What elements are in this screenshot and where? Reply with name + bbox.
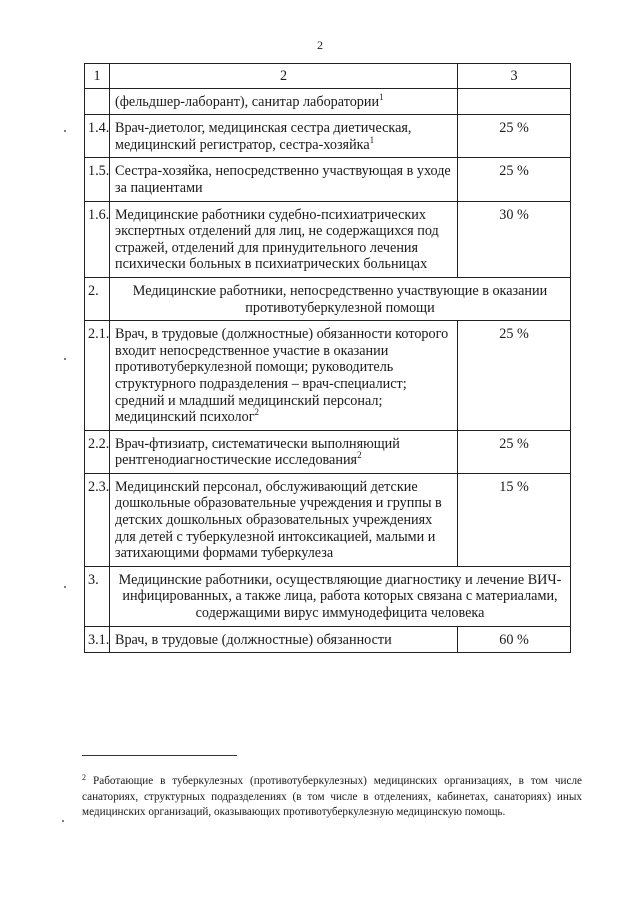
row-description-text: (фельдшер-лаборант), санитар лаборатории: [115, 93, 380, 110]
allowance-percent: 25 %: [458, 115, 571, 158]
table-row: [85, 88, 571, 115]
footnote-reference: 2: [254, 407, 260, 418]
scan-speck: [64, 586, 66, 588]
page-number: 2: [317, 38, 323, 52]
row-description-text: Медицинские работники судебно-психиатрических экспертных отделений для лиц, не содержащихся под стражей, отделений для принудительного лечения психически больных в психиатрических больницах: [115, 206, 439, 273]
footnote-reference: 1: [379, 91, 384, 102]
footnote-reference: 1: [369, 134, 375, 145]
allowance-percent: 15 %: [458, 473, 571, 566]
table-row: [85, 626, 571, 653]
row-number: 3.1.: [85, 626, 110, 653]
section-heading: Медицинские работники, непосредственно участвующие в оказании противотуберкулезной помощи: [110, 277, 571, 320]
row-number: 2.3.: [85, 473, 110, 566]
allowance-percent: 25 %: [458, 321, 571, 431]
column-header-3: 3: [458, 64, 571, 89]
table-row: [85, 473, 571, 566]
footnote-separator: [82, 755, 237, 756]
table-row: [85, 430, 571, 473]
scan-speck: [64, 130, 66, 132]
row-description: [110, 430, 458, 473]
allowance-table: [84, 63, 571, 653]
row-description: [110, 473, 458, 566]
row-description: [110, 88, 458, 115]
row-description-text: Врач, в трудовые (должностные) обязанности: [115, 631, 392, 648]
scan-speck: [64, 358, 66, 360]
section-heading: Медицинские работники, осуществляющие диагностику и лечение ВИЧ-инфицированных, а также лица, работа которых связана с материалами, содержащими вирус иммунодефицита человека: [110, 566, 571, 626]
row-number: 1.6.: [85, 201, 110, 277]
table-row: [85, 321, 571, 431]
table-row: [85, 277, 571, 320]
row-number: 2.1.: [85, 321, 110, 431]
table-header-row: [85, 64, 571, 89]
allowance-percent: 25 %: [458, 158, 571, 201]
row-number: 1.4.: [85, 115, 110, 158]
row-number: 3.: [85, 566, 110, 626]
row-description-text: Врач, в трудовые (должностные) обязанности которого входит непосредственное участие в оказании противотуберкулезной помощи; руководитель структурного подразделения – врач-специалист; средний и младший медицинский персонал; медицинский психолог: [115, 326, 449, 426]
row-number: 2.: [85, 277, 110, 320]
table-row: [85, 566, 571, 626]
footnote: [82, 770, 582, 821]
row-description: [110, 201, 458, 277]
row-number: 1.5.: [85, 158, 110, 201]
scan-speck: [62, 820, 64, 822]
row-description: [110, 158, 458, 201]
column-header-2: 2: [110, 64, 458, 89]
allowance-percent: [458, 88, 571, 115]
footnote-text: Работающие в туберкулезных (противотуберкулезных) медицинских организациях, в том числе санаториях, структурных подразделениях (в том числе в отделениях, кабинетах, санаториях) иных медицинских организаций, оказывающих противотуберкулезную медицинскую помощь.: [82, 775, 582, 818]
table-row: [85, 158, 571, 201]
row-description: [110, 115, 458, 158]
row-description-text: Врач-фтизиатр, систематически выполняющий рентгенодиагностические исследования: [115, 435, 400, 469]
row-number: 2.2.: [85, 430, 110, 473]
table-row: [85, 115, 571, 158]
row-number: [85, 88, 110, 115]
row-description-text: Медицинский персонал, обслуживающий детские дошкольные образовательные учреждения и группы в детских дошкольных образовательных учреждениях для детей с туберкулезной интоксикацией, малыми и затихающими формами туберкулеза: [115, 478, 442, 562]
row-description-text: Сестра-хозяйка, непосредственно участвующая в уходе за пациентами: [115, 163, 451, 196]
row-description: [110, 626, 458, 653]
row-description: [110, 321, 458, 431]
allowance-percent: 25 %: [458, 430, 571, 473]
footnote-reference: 2: [357, 450, 362, 461]
footnote-mark: 2: [82, 773, 86, 782]
allowance-percent: 30 %: [458, 201, 571, 277]
column-header-1: 1: [85, 64, 110, 89]
table-row: [85, 201, 571, 277]
row-description-text: Врач-диетолог, медицинская сестра диетическая, медицинский регистратор, сестра-хозяйка: [115, 120, 412, 153]
allowance-percent: 60 %: [458, 626, 571, 653]
